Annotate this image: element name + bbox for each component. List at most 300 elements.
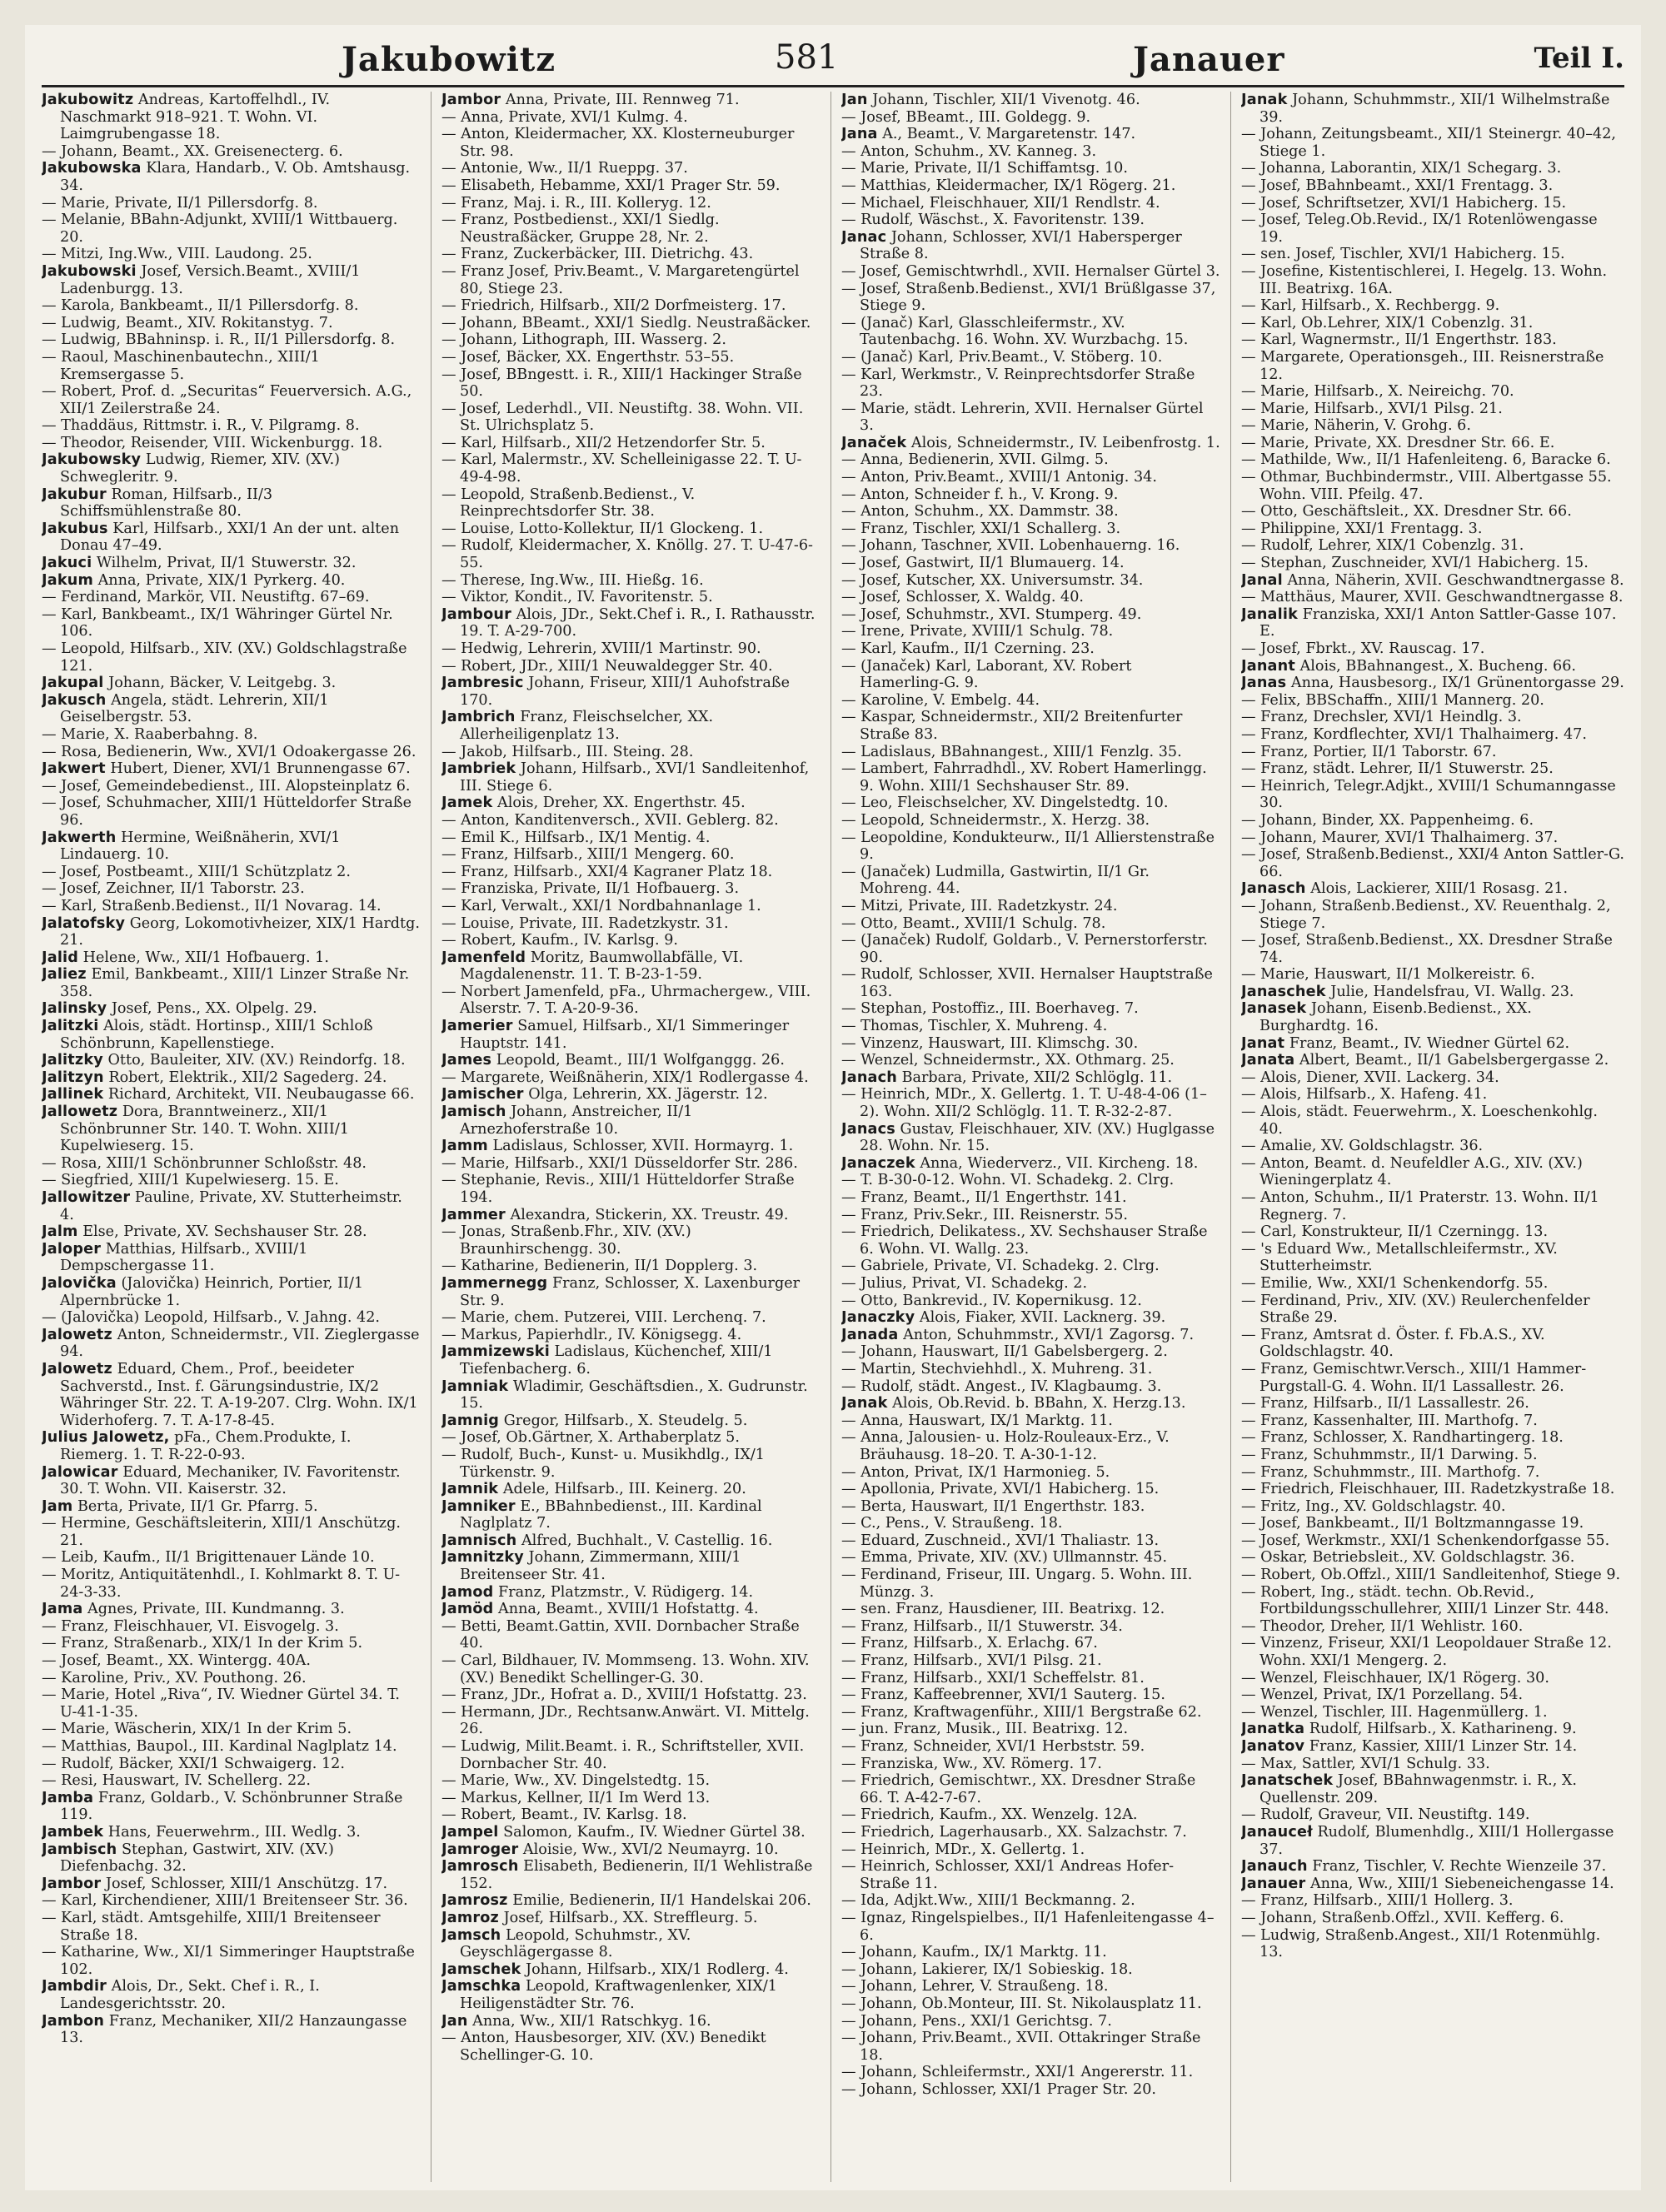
entry-details: — Anton, Schneider f. h., V. Krong. 9. xyxy=(841,486,1119,503)
directory-entry xyxy=(441,760,821,795)
entry-details: Leopold, Kraftwagenlenker, XIX/1 Heiligenstädter Str. 76. xyxy=(460,1978,777,2012)
directory-entry xyxy=(841,1189,1220,1207)
entry-details: — Franz, Straßenarb., XIX/1 In der Krim 5. xyxy=(42,1635,363,1652)
entry-details: — Josef, BBahnbeamt., XXI/1 Frentagg. 3. xyxy=(1241,177,1554,194)
directory-entry xyxy=(1241,1293,1624,1327)
directory-entry xyxy=(42,949,421,967)
directory-entry xyxy=(441,1738,821,1772)
entry-surname: Janatka xyxy=(1241,1721,1305,1738)
entry-details: Anna, Näherin, XVII. Geschwandtnergasse 8. xyxy=(1287,571,1624,589)
directory-entry xyxy=(1241,1327,1624,1361)
entry-details: Franz, Fleischselcher, XX. Allerheiligenplatz 13. xyxy=(460,709,714,743)
directory-entry xyxy=(42,297,421,315)
entry-details: — Franz, Gemischtwr.Versch., XIII/1 Hammer-Purgstall-G. 4. Wohn. II/1 Lassallestr. 26. xyxy=(1241,1360,1587,1395)
entry-details: — Robert, Kaufm., IV. Karlsg. 9. xyxy=(441,932,678,949)
directory-entry xyxy=(841,1378,1220,1396)
directory-entry xyxy=(441,1104,821,1138)
directory-entry xyxy=(441,1686,821,1704)
entry-surname: Jalovička xyxy=(42,1274,117,1292)
directory-entry xyxy=(841,1978,1220,1995)
entry-details: — Robert, Ing., städt. techn. Ob.Revid., Fortbildungsschullehrer, XIII/1 Linzer Str. 448. xyxy=(1241,1583,1609,1618)
entry-details: — Karl, Kirchendiener, XIII/1 Breitenseer Str. 36. xyxy=(42,1892,408,1910)
directory-entry xyxy=(1241,315,1624,332)
entry-surname: Jakwert xyxy=(42,760,106,778)
entry-details: — Leopold, Schneidermstr., X. Herzg. 38. xyxy=(841,811,1150,829)
entry-details: — Friedrich, Fleischhauer, III. Radetzkystraße 18. xyxy=(1241,1481,1615,1498)
directory-entry xyxy=(42,1241,421,1275)
entry-details: — Marie, Hilfsarb., XXI/1 Düsseldorfer Str. 286. xyxy=(441,1154,798,1172)
directory-entry xyxy=(841,555,1220,572)
directory-entry xyxy=(841,315,1220,349)
directory-entry xyxy=(42,760,421,778)
entry-details: — Rosa, XIII/1 Schönbrunner Schloßstr. 48. xyxy=(42,1154,367,1172)
directory-entry xyxy=(1241,709,1624,726)
entry-surname: Jama xyxy=(42,1601,83,1618)
directory-entry xyxy=(441,1275,821,1309)
directory-entry xyxy=(441,709,821,743)
entry-details: — Rudolf, Lehrer, XIX/1 Cobenzlg. 31. xyxy=(1241,537,1524,555)
entry-details: — Rudolf, Wäschst., X. Favoritenstr. 139. xyxy=(841,212,1145,229)
entry-details: — Julius, Privat, VI. Schadekg. 2. xyxy=(841,1274,1088,1292)
directory-entry xyxy=(42,1635,421,1652)
entry-details: — Amalie, XV. Goldschlagstr. 36. xyxy=(1241,1138,1484,1155)
entry-details: — Marie, Näherin, V. Grohg. 6. xyxy=(1241,417,1471,435)
entry-details: — Franz, Kordflechter, XVI/1 Thalhaimerg. 47. xyxy=(1241,725,1587,743)
column-4 xyxy=(1241,92,1624,2182)
directory-entry xyxy=(1241,880,1624,898)
directory-entry xyxy=(841,126,1220,143)
entry-details: — Franz, Hilfsarb., X. Erlachg. 67. xyxy=(841,1635,1098,1652)
entry-details: — Thaddäus, Rittmstr. i. R., V. Pilgramg. 8. xyxy=(42,417,360,435)
directory-entry xyxy=(42,1772,421,1790)
entry-surname: Jallowetz xyxy=(42,1104,118,1121)
entry-details: — Josef, Bäcker, XX. Engerthstr. 53–55. xyxy=(441,348,735,366)
entry-details: Johann, Eisenb.Bedienst., XX. Burghardtg. 16. xyxy=(1259,1000,1532,1035)
directory-entry xyxy=(441,109,821,127)
entry-details: — Josef, Straßenb.Bedienst., XX. Dresdner Straße 74. xyxy=(1241,932,1613,966)
entry-details: — Franz, städt. Lehrer, II/1 Stuwerstr. 25. xyxy=(1241,760,1554,778)
entry-surname: Janada xyxy=(841,1326,899,1343)
directory-entry xyxy=(42,1738,421,1756)
entry-details: — Moritz, Antiquitätenhdl., I. Kohlmarkt 8. T. U-24-3-33. xyxy=(42,1567,401,1601)
entry-details: — Wenzel, Privat, IX/1 Porzellang. 54. xyxy=(1241,1686,1524,1704)
directory-entry xyxy=(1241,1395,1624,1412)
directory-entry xyxy=(441,297,821,315)
entry-details: Ludwig, Riemer, XIV. (XV.) Schwegleritr. 9. xyxy=(60,451,341,486)
directory-entry xyxy=(1241,658,1624,675)
entry-details: — Johann, Schlosser, XXI/1 Prager Str. 20. xyxy=(841,2080,1156,2098)
directory-entry xyxy=(1241,1241,1624,1275)
directory-entry xyxy=(1241,126,1624,160)
directory-entry xyxy=(841,1892,1220,1910)
directory-entry xyxy=(441,1532,821,1550)
directory-entry xyxy=(42,521,421,555)
entry-surname: Jamrosz xyxy=(441,1892,508,1910)
entry-details: — Marie, städt. Lehrerin, XVII. Hernalser Gürtel 3. xyxy=(841,400,1204,435)
entry-surname: Jakum xyxy=(42,571,93,589)
entry-details: Matthias, Hilfsarb., XVIII/1 Dempschergasse 11. xyxy=(60,1240,308,1275)
entry-details: — Marie, chem. Putzerei, VIII. Lerchenq. 7. xyxy=(441,1309,766,1327)
directory-entry xyxy=(441,949,821,984)
directory-entry xyxy=(841,1258,1220,1275)
entry-details: — Theodor, Reisender, VIII. Wickenburgg. 18. xyxy=(42,434,383,451)
entry-details: — Karl, Wagnermstr., II/1 Engerthstr. 183. xyxy=(1241,331,1557,349)
directory-entry xyxy=(841,589,1220,606)
entry-surname: Jalitzki xyxy=(42,1018,99,1035)
directory-entry xyxy=(841,572,1220,590)
directory-entry xyxy=(42,349,421,383)
entry-details: — Wenzel, Schneidermstr., XX. Othmarg. 25. xyxy=(841,1052,1175,1069)
entry-surname: Janach xyxy=(841,1069,897,1086)
directory-entry xyxy=(841,537,1220,555)
entry-details: Wilhelm, Privat, II/1 Stuwerstr. 32. xyxy=(96,555,357,572)
directory-entry xyxy=(841,795,1220,812)
entry-details: — Therese, Ing.Ww., III. Hießg. 16. xyxy=(441,571,704,589)
entry-surname: Jan xyxy=(841,92,868,108)
directory-entry xyxy=(1241,1223,1624,1241)
entry-details: — Heinrich, MDr., X. Gellertg. 1. xyxy=(841,1841,1085,1858)
directory-entry xyxy=(1241,1498,1624,1516)
entry-surname: Jalitzky xyxy=(42,1052,103,1069)
entry-details: — Marie, Hilfsarb., X. Neireichg. 70. xyxy=(1241,383,1514,401)
entry-surname: Jakubus xyxy=(42,520,108,537)
entry-details: — Josef, Ob.Gärtner, X. Arthaberplatz 5. xyxy=(441,1429,740,1447)
directory-entry xyxy=(1241,966,1624,984)
directory-entry xyxy=(441,1772,821,1790)
directory-entry xyxy=(1241,1910,1624,1927)
entry-details: — Friedrich, Delikatess., XV. Sechshauser Straße 6. Wohn. VI. Wallg. 23. xyxy=(841,1223,1208,1258)
directory-entry xyxy=(42,1327,421,1361)
entry-details: — Emma, Private, XIV. (XV.) Ullmannstr. 45. xyxy=(841,1549,1168,1567)
directory-entry xyxy=(841,263,1220,281)
entry-details: — Robert, Beamt., IV. Karlsg. 18. xyxy=(441,1806,687,1824)
entry-details: — Robert, JDr., XIII/1 Neuwaldegger Str. 40. xyxy=(441,657,773,675)
directory-entry xyxy=(1241,640,1624,658)
directory-entry xyxy=(841,1464,1220,1482)
entry-surname: Janasch xyxy=(1241,880,1306,898)
directory-entry xyxy=(1241,1686,1624,1704)
directory-entry xyxy=(841,760,1220,795)
entry-details: Ladislaus, Schlosser, XVII. Hormayrg. 1. xyxy=(492,1138,794,1155)
entry-details: — jun. Franz, Musik., III. Beatrixg. 12. xyxy=(841,1721,1129,1738)
directory-entry xyxy=(841,451,1220,469)
directory-entry xyxy=(1241,1532,1624,1550)
entry-surname: Janatov xyxy=(1241,1738,1305,1755)
entry-details: — Johann, Beamt., XX. Greisenecterg. 6. xyxy=(42,142,343,160)
directory-entry xyxy=(441,263,821,297)
entry-details: — Franz, Schuhmmstr., II/1 Darwing. 5. xyxy=(1241,1446,1538,1463)
entry-details: — Elisabeth, Hebamme, XXI/1 Prager Str. 59. xyxy=(441,177,781,194)
entry-details: Anna, Beamt., XVIII/1 Hofstattg. 4. xyxy=(498,1601,759,1618)
entry-details: — Franz, Beamt., II/1 Engerthstr. 141. xyxy=(841,1189,1127,1206)
entry-surname: Jamsch xyxy=(441,1926,501,1944)
directory-entry xyxy=(1241,503,1624,521)
entry-details: — Anna, Private, XVI/1 Kulmg. 4. xyxy=(441,108,688,126)
directory-entry xyxy=(1241,1515,1624,1532)
entry-details: — T. B-30-0-12. Wohn. VI. Schadekg. 2. Clrg. xyxy=(841,1172,1175,1189)
entry-details: — Johann, Zeitungsbeamt., XII/1 Steinergr. 40–42, Stiege 1. xyxy=(1241,126,1617,160)
directory-entry xyxy=(1241,383,1624,401)
directory-entry xyxy=(441,1652,821,1686)
directory-entry xyxy=(841,1207,1220,1224)
directory-entry xyxy=(1241,1464,1624,1482)
directory-entry xyxy=(841,1515,1220,1532)
directory-entry xyxy=(1241,297,1624,315)
directory-entry xyxy=(441,1327,821,1344)
entry-details: Franz, Tischler, V. Rechte Wienzeile 37. xyxy=(1312,1858,1607,1876)
directory-entry xyxy=(42,1790,421,1824)
entry-details: — Karl, Hilfsarb., XII/2 Hetzendorfer Str. 5. xyxy=(441,434,766,451)
directory-entry xyxy=(841,486,1220,504)
entry-details: — Franziska, Private, II/1 Hofbauerg. 3. xyxy=(441,880,740,898)
directory-entry xyxy=(441,1069,821,1087)
entry-details: — Louise, Lotto-Kollektur, II/1 Glockeng. 1. xyxy=(441,520,764,537)
entry-details: — Franz, Kassenhalter, III. Marthofg. 7. xyxy=(1241,1412,1538,1429)
entry-details: — Heinrich, MDr., X. Gellertg. 1. T. U-48-4-06 (1–2). Wohn. XII/2 Schlöglg. 11. T. R-32-2-87. xyxy=(841,1086,1207,1121)
entry-surname: Jambon xyxy=(42,2012,105,2030)
directory-entry xyxy=(1241,1189,1624,1223)
entry-details: — Hermann, JDr., Rechtsanw.Anwärt. VI. Mittelg. 26. xyxy=(441,1703,810,1738)
directory-entry xyxy=(441,1618,821,1652)
directory-entry xyxy=(841,1395,1220,1412)
entry-details: — Anton, Beamt. d. Neufeldler A.G., XIV. (XV.) Wieningerplatz 4. xyxy=(1241,1154,1583,1189)
entry-details: — Johann, Lehrer, V. Straußeng. 18. xyxy=(841,1978,1109,1995)
directory-entry xyxy=(42,864,421,881)
entry-details: Leopold, Schuhmstr., XV. Geyschlägergasse 8. xyxy=(460,1926,691,1961)
entry-details: — Ferdinand, Friseur, III. Ungarg. 5. Wohn. III. Münzg. 3. xyxy=(841,1567,1193,1601)
entry-details: — Karl, Hilfsarb., X. Rechbergg. 9. xyxy=(1241,297,1500,315)
entry-details: — Marie, X. Raaberbahng. 8. xyxy=(42,725,258,743)
directory-entry xyxy=(42,692,421,726)
directory-entry xyxy=(441,331,821,349)
directory-entry xyxy=(441,1978,821,2012)
directory-entry xyxy=(42,1155,421,1173)
directory-entry xyxy=(42,1841,421,1876)
directory-entry xyxy=(841,1961,1220,1979)
entry-surname: Jamroger xyxy=(441,1841,519,1858)
entry-surname: Jan xyxy=(441,2012,468,2030)
entry-details: Albert, Beamt., II/1 Gabelsbergergasse 2. xyxy=(1299,1052,1609,1069)
directory-entry xyxy=(1241,195,1624,212)
directory-entry xyxy=(441,1447,821,1481)
directory-entry xyxy=(841,160,1220,177)
entry-details: Else, Private, XV. Sechshauser Str. 28. xyxy=(82,1223,367,1241)
directory-entry xyxy=(841,143,1220,161)
directory-entry xyxy=(42,880,421,898)
entry-details: — Friedrich, Gemischtwr., XX. Dresdner Straße 66. T. A-42-7-67. xyxy=(841,1772,1196,1806)
entry-surname: Janaczky xyxy=(841,1309,915,1327)
entry-surname: Jakwerth xyxy=(42,829,117,846)
entry-surname: Jamnik xyxy=(441,1481,499,1498)
directory-entry xyxy=(42,331,421,349)
directory-entry xyxy=(42,1361,421,1429)
entry-details: — Josef, Gemischtwrhdl., XVII. Hernalser Gürtel 3. xyxy=(841,262,1220,280)
entry-details: — Johann, Priv.Beamt., XVII. Ottakringer Straße 18. xyxy=(841,2030,1201,2064)
entry-details: — Franz, Fleischhauer, VI. Eisvogelg. 3. xyxy=(42,1617,339,1635)
directory-entry xyxy=(1241,1000,1624,1034)
entry-details: — Theodor, Dreher, II/1 Wehlistr. 160. xyxy=(1241,1617,1524,1635)
entry-surname: Jakupal xyxy=(42,675,104,692)
directory-entry xyxy=(42,1189,421,1223)
entry-surname: Jakubowski xyxy=(42,262,137,280)
directory-entry xyxy=(441,435,821,452)
directory-entry xyxy=(841,692,1220,710)
entry-details: — Friedrich, Hilfsarb., XII/2 Dorfmeisterg. 17. xyxy=(441,297,786,315)
directory-entry xyxy=(42,1892,421,1910)
directory-entry xyxy=(841,503,1220,521)
entry-details: Anton, Schuhmmstr., XVI/1 Zagorsg. 7. xyxy=(903,1326,1195,1343)
directory-entry xyxy=(42,1429,421,1463)
entry-details: — Franz, Zuckerbäcker, III. Dietrichg. 43. xyxy=(441,246,754,263)
entry-details: Alois, Fiaker, XVII. Lacknerg. 39. xyxy=(919,1309,1166,1327)
entry-details: — Marie, Ww., XV. Dingelstedtg. 15. xyxy=(441,1772,711,1790)
entry-details: Josef, BBahnwagenmstr. i. R., X. Quellenstr. 209. xyxy=(1259,1772,1578,1806)
entry-details: Anna, Private, XIX/1 Pyrkerg. 40. xyxy=(97,571,346,589)
entry-details: — Anton, Kanditenversch., XVII. Geblerg. 82. xyxy=(441,811,779,829)
directory-entry xyxy=(841,1532,1220,1550)
directory-entry xyxy=(42,1104,421,1155)
entry-details: — Johann, Straßenb.Bedienst., XV. Reuenthalg. 2, Stiege 7. xyxy=(1241,897,1611,932)
entry-details: — Johann, Straßenb.Offzl., XVII. Kefferg. 6. xyxy=(1241,1909,1564,1926)
directory-entry xyxy=(42,1464,421,1498)
entry-details: Alois, Dreher, XX. Engerthstr. 45. xyxy=(496,795,746,812)
directory-entry xyxy=(1241,760,1624,778)
directory-entry xyxy=(42,778,421,795)
directory-entry xyxy=(441,1138,821,1155)
directory-entry xyxy=(1241,1704,1624,1721)
entry-details: — Marie, Hotel „Riva“, IV. Wiedner Gürtel 34. T. U-41-1-35. xyxy=(42,1686,400,1721)
directory-entry xyxy=(1241,606,1624,640)
entry-details: Roman, Hilfsarb., II/3 Schiffsmühlenstraße 80. xyxy=(60,486,273,521)
entry-details: — Wenzel, Tischler, III. Hagenmüllerg. 1. xyxy=(1241,1703,1548,1721)
entry-details: — Franz, Tischler, XXI/1 Schallerg. 3. xyxy=(841,520,1121,537)
entry-details: — Ludwig, Beamt., XIV. Rokitanstyg. 7. xyxy=(42,314,333,331)
entry-details: — Marie, Hilfsarb., XVI/1 Pilsg. 21. xyxy=(1241,400,1503,417)
entry-details: — Emil K., Hilfsarb., IX/1 Mentig. 4. xyxy=(441,829,711,846)
entry-surname: Jamnisch xyxy=(441,1532,517,1549)
directory-entry xyxy=(441,1601,821,1618)
entry-details: — Karl, Verwalt., XXI/1 Nordbahnanlage 1. xyxy=(441,897,761,914)
directory-entry xyxy=(841,898,1220,915)
directory-entry xyxy=(841,1652,1220,1670)
entry-details: — Leopoldine, Kondukteurw., II/1 Allierstenstraße 9. xyxy=(841,829,1215,864)
entry-details: — Anna, Hauswart, IX/1 Marktg. 11. xyxy=(841,1412,1113,1429)
entry-details: Wladimir, Geschäftsdien., X. Gudrunstr. 15. xyxy=(460,1378,808,1412)
entry-details: — Ludwig, BBahninsp. i. R., II/1 Pillersdorfg. 8. xyxy=(42,331,396,349)
directory-entry xyxy=(841,1686,1220,1704)
directory-entry xyxy=(441,1481,821,1498)
directory-entry xyxy=(42,246,421,263)
entry-details: — Matthias, Kleidermacher, IX/1 Rögerg. 21. xyxy=(841,177,1176,194)
directory-entry xyxy=(1241,401,1624,418)
entry-details: — Marie, Hauswart, II/1 Molkereistr. 6. xyxy=(1241,966,1535,984)
directory-entry xyxy=(841,1412,1220,1430)
entry-details: — Rudolf, städt. Angest., IV. Klagbaumg. 3. xyxy=(841,1378,1162,1395)
entry-surname: Jaloper xyxy=(42,1240,102,1258)
entry-details: — Josef, Straßenb.Bedienst., XVI/1 Brüßlgasse 37, Stiege 9. xyxy=(841,280,1216,315)
directory-entry xyxy=(841,1704,1220,1721)
entry-details: — Antonie, Ww., II/1 Rueppg. 37. xyxy=(441,160,688,177)
directory-entry xyxy=(42,1498,421,1516)
entry-details: — Josef, Lederhdl., VII. Neustiftg. 38. Wohn. VII. St. Ulrichsplatz 5. xyxy=(441,400,804,435)
entry-details: — Kaspar, Schneidermstr., XII/2 Breitenfurter Straße 83. xyxy=(841,709,1183,743)
entry-details: — Ludwig, Straßenb.Angest., XII/1 Rotenmühlg. 13. xyxy=(1241,1926,1601,1961)
directory-entry xyxy=(841,1035,1220,1053)
directory-entry xyxy=(841,177,1220,195)
directory-entry xyxy=(841,623,1220,640)
entry-details: — Matthäus, Maurer, XVII. Geschwandtnergasse 8. xyxy=(1241,589,1624,606)
entry-details: Anna, Ww., XIII/1 Siebeneichengasse 14. xyxy=(1309,1875,1614,1892)
entry-surname: Jammernegg xyxy=(441,1274,548,1292)
entry-details: pFa., Chem.Produkte, I. Riemerg. 1. T. R-22-0-93. xyxy=(60,1429,352,1463)
directory-entry xyxy=(1241,1567,1624,1584)
entry-details: Johann, Zimmermann, XIII/1 Breitenseer Str. 41. xyxy=(460,1549,741,1584)
entry-details: — Franz, Hilfsarb., XXI/1 Scheffelstr. 81. xyxy=(841,1669,1145,1686)
directory-entry xyxy=(841,1481,1220,1498)
entry-details: — Ida, Adjkt.Ww., XIII/1 Beckmanng. 2. xyxy=(841,1892,1135,1910)
entry-details: Emil, Bankbeamt., XIII/1 Linzer Straße Nr. 358. xyxy=(60,966,410,1000)
directory-entry xyxy=(841,109,1220,127)
entry-details: — Franz, JDr., Hofrat a. D., XVIII/1 Hofstattg. 23. xyxy=(441,1686,807,1704)
entry-details: — Markus, Papierhdlr., IV. Königsegg. 4. xyxy=(441,1326,742,1343)
directory-entry xyxy=(841,1429,1220,1463)
directory-entry xyxy=(841,812,1220,830)
entry-surname: Janauceł xyxy=(1241,1823,1313,1841)
directory-entry xyxy=(42,315,421,332)
entry-surname: Jakubowsky xyxy=(42,451,142,469)
directory-entry xyxy=(841,521,1220,538)
directory-entry xyxy=(441,1961,821,1979)
entry-details: — Josef, Gastwirt, II/1 Blumauerg. 14. xyxy=(841,555,1125,572)
entry-details: Adele, Hilfsarb., III. Keinerg. 20. xyxy=(502,1481,746,1498)
directory-entry xyxy=(841,1841,1220,1859)
entry-surname: Jalatofsky xyxy=(42,914,126,932)
directory-entry xyxy=(441,1841,821,1859)
directory-entry xyxy=(841,640,1220,658)
directory-entry xyxy=(42,1686,421,1721)
directory-entry xyxy=(841,2064,1220,2081)
directory-entry xyxy=(42,160,421,194)
entry-details: — Josef, Gemeindebedienst., III. Alopsteinplatz 6. xyxy=(42,777,411,795)
entry-details: — Franz, Amtsrat d. Öster. f. Fb.A.S., XV. Goldschlagstr. 40. xyxy=(1241,1326,1545,1361)
entry-details: Hans, Feuerwehrm., III. Wedlg. 3. xyxy=(107,1823,361,1841)
entry-details: Gustav, Fleischhauer, XIV. (XV.) Huglgasse 28. Wohn. Nr. 15. xyxy=(860,1120,1215,1155)
entry-details: — Franz, Hilfsarb., XVI/1 Pilsg. 21. xyxy=(841,1652,1102,1670)
entry-details: — Ladislaus, BBahnangest., XIII/1 Fenzlg. 35. xyxy=(841,743,1182,760)
directory-entry xyxy=(441,915,821,933)
entry-details: — Anton, Schuhm., XX. Dammstr. 38. xyxy=(841,503,1119,521)
entry-details: — Alois, Hilfsarb., X. Hafeng. 41. xyxy=(1241,1086,1488,1104)
entry-surname: Jammizewski xyxy=(441,1343,550,1361)
entry-surname: Janaschek xyxy=(1241,983,1326,1000)
directory-entry xyxy=(841,1309,1220,1327)
directory-entry xyxy=(42,1275,421,1309)
directory-entry xyxy=(42,1000,421,1018)
entry-details: — Siegfried, XIII/1 Kupelwieserg. 15. E. xyxy=(42,1172,339,1189)
directory-entry xyxy=(441,1155,821,1173)
column-1 xyxy=(42,92,421,2182)
entry-surname: Jamnitzky xyxy=(441,1549,524,1567)
directory-entry xyxy=(1241,1892,1624,1910)
entry-surname: Jamroz xyxy=(441,1909,499,1926)
directory-entry xyxy=(441,1052,821,1069)
entry-surname: Jana xyxy=(841,126,878,143)
entry-details: — Josef, BBeamt., III. Goldegg. 9. xyxy=(841,108,1091,126)
entry-details: — Robert, Prof. d. „Securitas“ Feuerversich. A.G., XII/1 Zeilerstraße 24. xyxy=(42,383,412,417)
directory-entry xyxy=(841,1172,1220,1189)
part-label: Teil I. xyxy=(1534,42,1624,75)
directory-entry xyxy=(1241,1824,1624,1858)
